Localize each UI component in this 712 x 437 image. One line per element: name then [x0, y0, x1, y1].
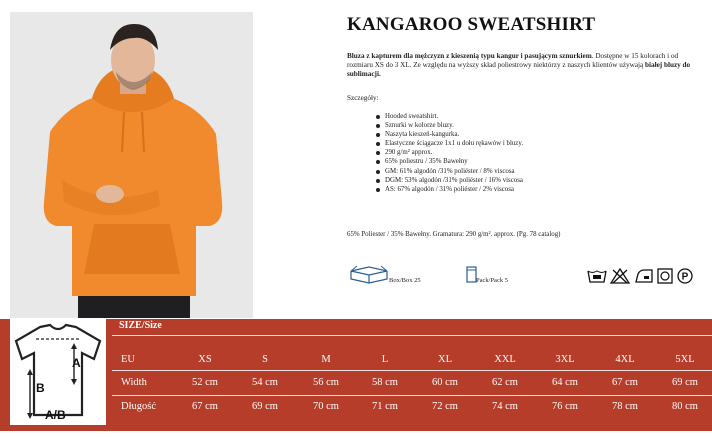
pack-label: Pack/Pack 5	[476, 277, 508, 284]
width-cell: 56 cm	[313, 377, 339, 388]
feature-item: 65% poliestru / 35% Bawełny	[374, 157, 523, 166]
size-table-title: SIZE/Size	[119, 320, 162, 331]
length-cell: 69 cm	[252, 401, 278, 412]
box-label: Box/Box 25	[389, 277, 421, 284]
size-cell: S	[262, 354, 268, 365]
diagram-label-a: A	[72, 356, 81, 370]
feature-item: Elastyczne ściągacze 1x1 u dołu rękawów i bluzy.	[374, 139, 523, 148]
length-cell: 78 cm	[612, 401, 638, 412]
product-photo	[10, 12, 253, 318]
diagram-label-ab: A/B	[45, 408, 66, 422]
length-cell: 76 cm	[552, 401, 578, 412]
size-cell: M	[321, 354, 331, 365]
row-header-eu: EU	[121, 354, 135, 365]
feature-item: Sznurki w kolorze bluzy.	[374, 121, 523, 130]
wash-30-icon	[587, 268, 607, 289]
width-cell: 69 cm	[672, 377, 698, 388]
no-bleach-icon	[610, 268, 630, 289]
feature-item: GM: 61% algodón /31% poliéster / 8% viscosa	[374, 167, 523, 176]
length-cell: 70 cm	[313, 401, 339, 412]
feature-item: 290 g/m² approx.	[374, 148, 523, 157]
width-cell: 62 cm	[492, 377, 518, 388]
tumble-dry-icon	[634, 268, 654, 289]
size-diagram	[10, 319, 106, 425]
length-cell: 67 cm	[192, 401, 218, 412]
product-description	[347, 52, 692, 80]
feature-item: AS: 67% algodón / 31% poliéster / 2% viscosa	[374, 185, 523, 194]
size-cell: 3XL	[555, 354, 575, 365]
row-header-width: Width	[121, 377, 147, 388]
composition-text: 65% Poliester / 35% Bawełny. Gramatura: 290 g/m². approx. (Pg. 78 catalog)	[347, 231, 561, 238]
table-rule	[112, 370, 712, 371]
table-rule	[112, 395, 712, 396]
box-icon	[349, 265, 389, 285]
width-cell: 58 cm	[372, 377, 398, 388]
size-cell: XS	[198, 354, 212, 365]
iron-icon	[657, 268, 673, 289]
feature-item: Hooded sweatshirt.	[374, 112, 523, 121]
size-cell: XL	[438, 354, 452, 365]
model-in-sweatshirt-image	[10, 12, 253, 318]
description-text-1: . Dostępne w 15 kolorach i od rozmiaru XS do 3 XL. Ze względu na wyższy skład poliestrowy niektórzy z naszych klientów używają	[347, 52, 679, 70]
size-cell: XXL	[494, 354, 516, 365]
table-rule	[112, 335, 712, 336]
width-cell: 67 cm	[612, 377, 638, 388]
row-header-length: Długość	[121, 401, 156, 412]
product-title: KANGAROO SWEATSHIRT	[347, 14, 596, 35]
length-cell: 80 cm	[672, 401, 698, 412]
width-cell: 60 cm	[432, 377, 458, 388]
size-cell: 4XL	[615, 354, 635, 365]
size-cell: L	[381, 354, 389, 365]
svg-text:P: P	[681, 271, 689, 283]
length-cell: 74 cm	[492, 401, 518, 412]
description-bold-1: Bluza z kapturem dla mężczyzn z kieszenią typu kangur i pasującym sznurkiem	[347, 52, 592, 60]
feature-item: DGM: 53% algodón /31% poliéster / 16% viscosa	[374, 176, 523, 185]
dry-clean-p-icon	[677, 268, 693, 289]
length-cell: 72 cm	[432, 401, 458, 412]
diagram-label-b: B	[36, 381, 45, 395]
width-cell: 52 cm	[192, 377, 218, 388]
feature-item: Naszyta kieszeń-kangurka.	[374, 130, 523, 139]
details-label: Szczegóły:	[347, 94, 379, 102]
width-cell: 54 cm	[252, 377, 278, 388]
feature-list	[374, 112, 523, 194]
length-cell: 71 cm	[372, 401, 398, 412]
size-cell: 5XL	[675, 354, 695, 365]
width-cell: 64 cm	[552, 377, 578, 388]
description-bold-2: białej bluzy do sublimacji.	[347, 61, 691, 79]
